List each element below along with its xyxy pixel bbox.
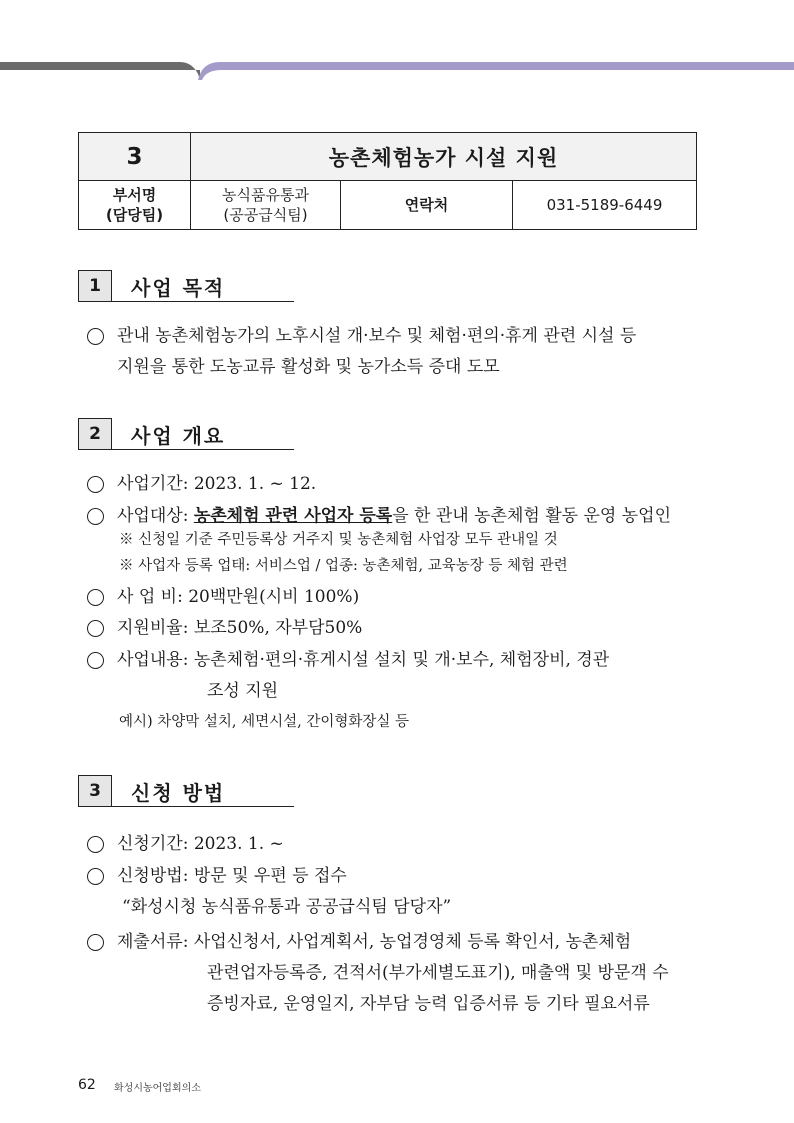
bullet-circle <box>87 652 104 669</box>
bullet-circle <box>87 868 104 885</box>
overview-budget: 사 업 비: 20백만원(시비 100%) <box>117 587 360 607</box>
dept-label-cell <box>79 181 191 230</box>
header-tab-bar <box>0 0 794 90</box>
section-title: 사업 목적 <box>131 276 226 300</box>
overview-ratio: 지원비율: 보조50%, 자부담50% <box>117 618 363 638</box>
overview-note-2: ※ 사업자 등록 업태: 서비스업 / 업종: 농촌체험, 교육농장 등 체험 관련 <box>119 558 568 574</box>
overview-content-line-2: 조성 지원 <box>207 681 279 701</box>
application-docs-line-1: 제출서류: 사업신청서, 사업계획서, 농업경영체 등록 확인서, 농촌체험 <box>117 932 632 952</box>
section-title: 사업 개요 <box>131 424 226 448</box>
footer-organization: 화성시농어업회의소 <box>114 1083 201 1094</box>
application-docs-line-3: 증빙자료, 운영일지, 자부담 능력 입증서류 등 기타 필요서류 <box>207 994 650 1014</box>
section-number: 2 <box>78 418 112 450</box>
section-number: 1 <box>78 270 112 302</box>
bullet-circle <box>87 934 104 951</box>
dept-value-cell <box>191 181 341 230</box>
section-title: 신청 방법 <box>131 781 226 805</box>
application-docs-line-2: 관련업자등록증, 견적서(부가세별도표기), 매출액 및 방문객 수 <box>207 963 669 983</box>
bullet-circle <box>87 508 104 525</box>
application-method-quote: “화성시청 농식품유통과 공공급식팀 담당자” <box>122 897 452 917</box>
dept-label: 부서명 <box>112 186 157 204</box>
dept-label-sub: (담당팀) <box>105 206 164 224</box>
contact-label: 연락처 <box>341 181 513 230</box>
target-label: 사업대상: <box>117 506 194 526</box>
bullet-circle <box>87 589 104 606</box>
section-heading-purpose <box>78 270 294 306</box>
page-number: 62 <box>78 1077 96 1093</box>
bullet-circle <box>87 476 104 493</box>
bullet-circle <box>87 836 104 853</box>
bullet-circle <box>87 328 104 345</box>
purpose-line-1: 관내 농촌체험농가의 노후시설 개·보수 및 체험·편의·휴게 관련 시설 등 <box>117 326 637 346</box>
purpose-line-2: 지원을 통한 도농교류 활성화 및 농가소득 증대 도모 <box>117 357 500 377</box>
application-method: 신청방법: 방문 및 우편 등 접수 <box>117 866 347 886</box>
header-bar-left <box>0 62 200 80</box>
target-rest: 을 한 관내 농촌체험 활동 운영 농업인 <box>392 506 671 526</box>
program-info-table <box>78 132 697 230</box>
program-number: 3 <box>79 133 191 181</box>
overview-period: 사업기간: 2023. 1. ~ 12. <box>117 474 317 494</box>
contact-value: 031-5189-6449 <box>513 181 697 230</box>
section-underline <box>111 301 294 302</box>
dept-value-sub: (공공급식팀) <box>223 206 308 224</box>
program-title: 농촌체험농가 시설 지원 <box>191 133 697 181</box>
section-number: 3 <box>78 775 112 807</box>
dept-value: 농식품유통과 <box>222 186 309 204</box>
overview-content-line-1: 사업내용: 농촌체험·편의·휴게시설 설치 및 개·보수, 체험장비, 경관 <box>117 650 610 670</box>
section-underline <box>111 806 294 807</box>
header-bar-right <box>198 62 794 80</box>
overview-example: 예시) 차양막 설치, 세면시설, 간이형화장실 등 <box>119 714 410 730</box>
bullet-circle <box>87 620 104 637</box>
section-underline <box>111 449 294 450</box>
application-period: 신청기간: 2023. 1. ~ <box>117 834 284 854</box>
overview-note-1: ※ 신청일 기준 주민등록상 거주지 및 농촌체험 사업장 모두 관내일 것 <box>119 532 558 548</box>
section-heading-overview <box>78 418 294 454</box>
overview-target <box>117 505 671 527</box>
section-heading-application <box>78 775 294 811</box>
target-underlined: 농촌체험 관련 사업자 등록 <box>193 506 393 526</box>
